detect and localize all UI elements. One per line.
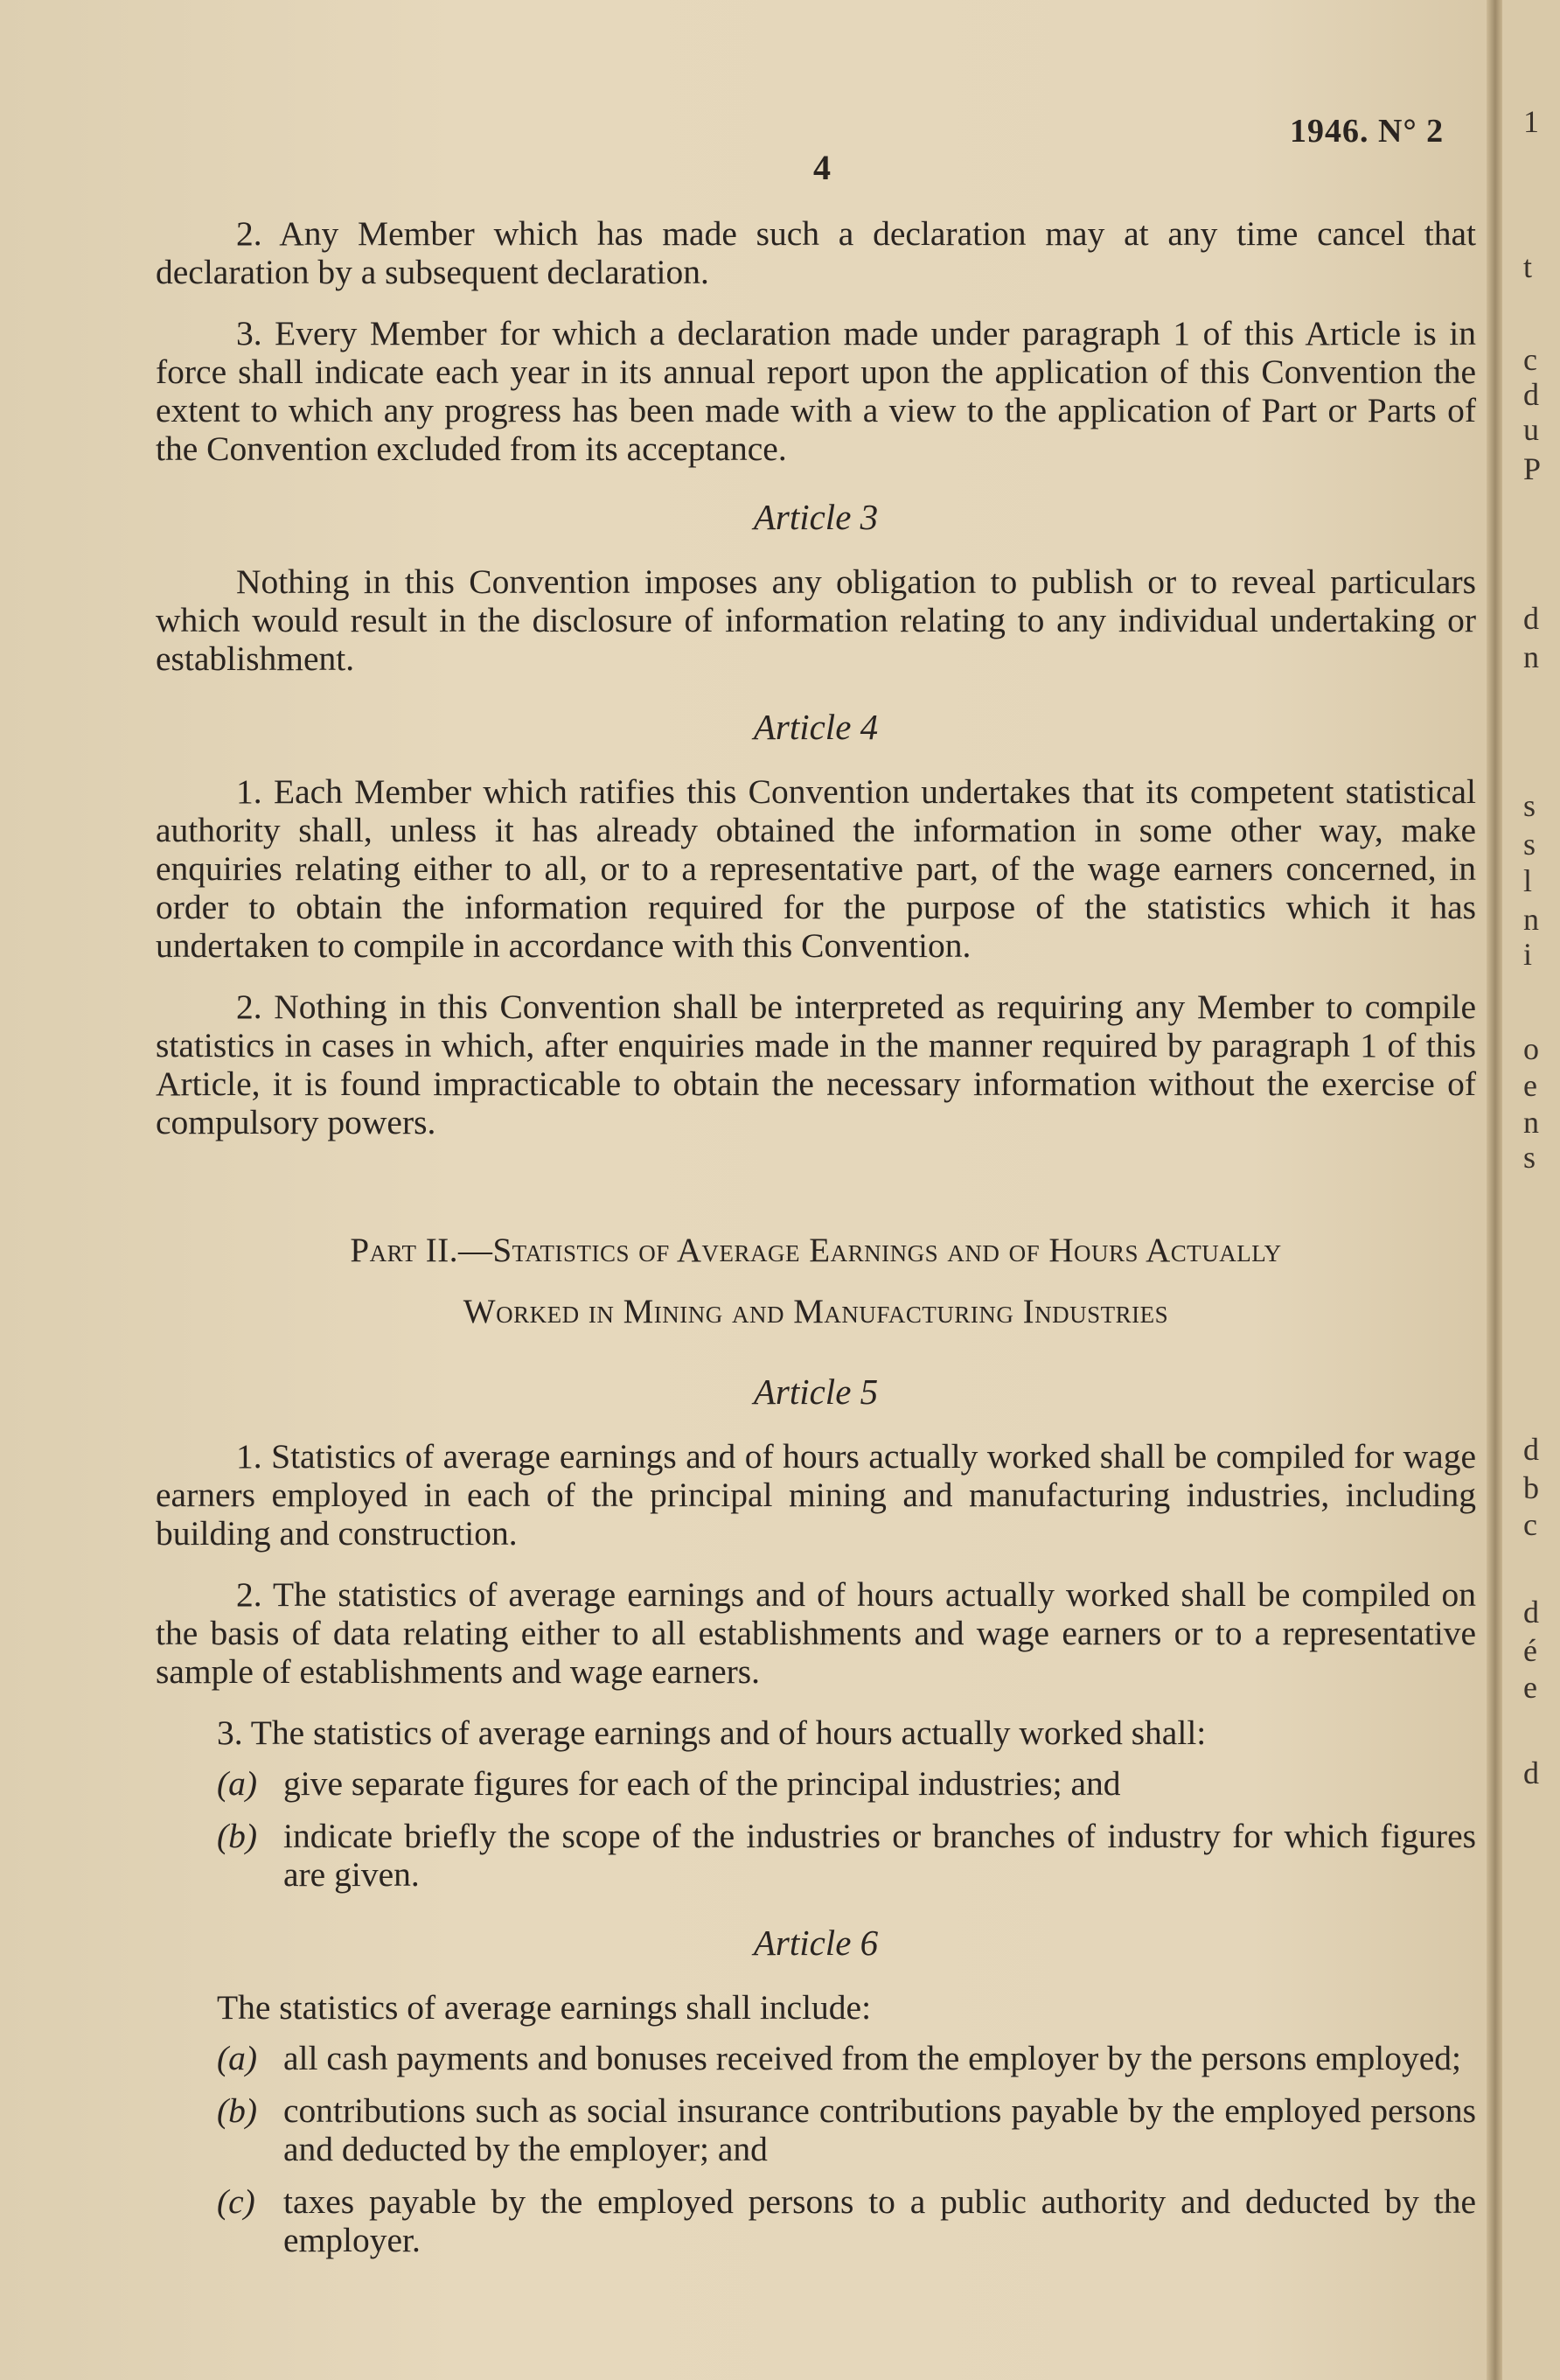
adjacent-letter: e <box>1523 1670 1537 1705</box>
document-reference: 1946. N° 2 <box>1290 113 1445 150</box>
adjacent-letter: n <box>1523 639 1539 674</box>
list-item-text: indicate briefly the scope of the industries or branches of industry for which figures are given. <box>283 1817 1476 1894</box>
adjacent-letter: é <box>1523 1633 1537 1668</box>
adjacent-letter: o <box>1523 1031 1539 1066</box>
adjacent-letter: n <box>1523 902 1539 937</box>
paragraph: 3. The statistics of average earnings and of hours actually worked shall: <box>217 1713 1207 1752</box>
adjacent-letter: d <box>1523 1755 1539 1790</box>
page-number: 4 <box>813 148 831 187</box>
adjacent-letter: i <box>1523 937 1533 972</box>
adjacent-letter: t <box>1523 249 1533 284</box>
list-item-text: taxes payable by the employed persons to a public authority and deducted by the employer. <box>283 2182 1476 2259</box>
paragraph: 1. Statistics of average earnings and of hours actually worked shall be compiled for wage earners employed in each of the principal mining and manufacturing industries, including building and construction. <box>156 1437 1476 1553</box>
adjacent-letter: d <box>1523 1595 1539 1630</box>
paragraph: The statistics of average earnings shall include: <box>217 1988 872 2027</box>
adjacent-letter: s <box>1523 827 1536 862</box>
paragraph: 2. Any Member which has made such a declaration may at any time cancel that declaration by a subsequent declaration. <box>156 214 1476 291</box>
adjacent-letter: s <box>1523 788 1536 823</box>
adjacent-letter: s <box>1523 1140 1536 1175</box>
adjacent-letter: d <box>1523 1432 1539 1467</box>
article-heading: Article 3 <box>753 497 879 537</box>
article-heading: Article 6 <box>753 1923 879 1963</box>
list-item-label: (a) <box>217 2039 258 2077</box>
list-item-text: all cash payments and bonuses received from the employer by the persons employed; <box>283 2039 1461 2077</box>
list-item <box>156 2182 1476 2259</box>
adjacent-letter: d <box>1523 601 1539 636</box>
list-item-text: contributions such as social insurance contributions payable by the employed persons and deducted by the employer; and <box>283 2091 1476 2168</box>
part-heading <box>156 1220 1476 1343</box>
list-item-label: (b) <box>217 1817 258 1855</box>
adjacent-page-edge <box>1502 0 1560 2380</box>
list-item <box>156 2039 1476 2077</box>
adjacent-letter: d <box>1523 377 1539 412</box>
list-item-label: (a) <box>217 1764 258 1803</box>
list-item <box>156 1764 1476 1803</box>
adjacent-letter: e <box>1523 1068 1537 1103</box>
book-gutter <box>1487 0 1502 2380</box>
article-heading: Article 4 <box>753 707 879 747</box>
list-item <box>156 1817 1476 1894</box>
adjacent-letter: c <box>1523 342 1537 377</box>
adjacent-letter: c <box>1523 1507 1537 1542</box>
paragraph: Nothing in this Convention imposes any obligation to publish or to reveal particulars which would result in the disclosure of information relating to any individual undertaking or establishment. <box>156 562 1476 678</box>
page-body <box>156 214 1476 2273</box>
adjacent-letter: u <box>1523 412 1539 447</box>
paragraph: 3. Every Member for which a declaration made under paragraph 1 of this Article is in force shall indicate each year in its annual report upon the application of this Convention the extent to which any progress has been made with a view to the application of Part or Parts of the Convention excluded from its acceptance. <box>156 314 1476 468</box>
article-heading: Article 5 <box>753 1371 879 1412</box>
paragraph: 2. The statistics of average earnings and of hours actually worked shall be compiled on the basis of data relating either to all establishments and wage earners or to a representative sample of establishments and wage earners. <box>156 1575 1476 1691</box>
adjacent-letter: b <box>1523 1470 1539 1505</box>
paragraph: 2. Nothing in this Convention shall be interpreted as requiring any Member to compile statistics in cases in which, after enquiries made in the manner required by paragraph 1 of this Article, it is found impracticable to obtain the necessary information without the exercise of compulsory powers. <box>156 988 1476 1141</box>
paragraph: 1. Each Member which ratifies this Convention undertakes that its competent statistical authority shall, unless it has already obtained the information in some other way, make enquiries relating either to all, or to a representative part, of the wage earners concerned, in order to obtain the information required for the purpose of the statistics which it has undertaken to compile in accordance with this Convention. <box>156 772 1476 965</box>
adjacent-letter: l <box>1523 863 1533 898</box>
adjacent-letter: n <box>1523 1105 1539 1140</box>
list-item-text: give separate figures for each of the principal industries; and <box>283 1764 1121 1803</box>
list-item <box>156 2091 1476 2168</box>
part-heading-line: Part II.—Statistics of Average Earnings and of Hours Actually <box>350 1232 1282 1269</box>
adjacent-letter: P <box>1523 451 1542 486</box>
adjacent-letter: 1 <box>1523 104 1539 139</box>
list-item-label: (b) <box>217 2091 258 2130</box>
part-heading-line: Worked in Mining and Manufacturing Industries <box>463 1293 1169 1330</box>
list-item-label: (c) <box>217 2182 255 2221</box>
